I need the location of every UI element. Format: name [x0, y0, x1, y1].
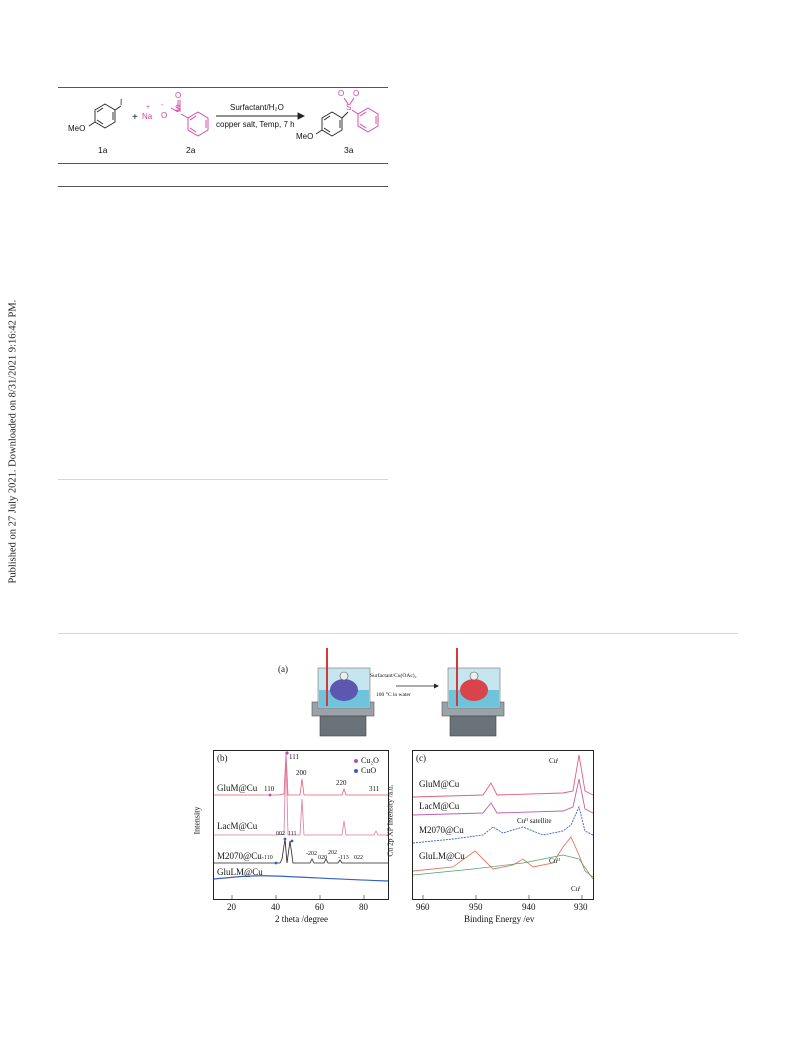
peak-label-cuo-minus-202: -202: [306, 851, 317, 857]
panel-a-drawing: [272, 646, 572, 746]
panel-c-xtick-930: 930: [574, 902, 588, 912]
peak-label-220: 220: [336, 779, 347, 787]
table-rule-bottom: [58, 186, 388, 187]
reactant-1a-label: 1a: [98, 145, 108, 155]
panel-b-xtick-80: 80: [359, 902, 368, 912]
panel-c-xtick-940: 940: [522, 902, 536, 912]
reactant-1a-structure: [89, 104, 121, 128]
panel-a-arrow-bottom: 100 °C in water: [376, 692, 411, 698]
peak-label-311: 311: [369, 785, 380, 793]
panel-c-series-lacm: LacM@Cu: [419, 801, 460, 811]
annotation-cu-ii: Cuᴵᴵ: [549, 857, 560, 865]
annotation-cu-ii-satellite: Cuᴵᴵ satellite: [517, 817, 552, 825]
peak-label-cuo-020: 020: [318, 855, 327, 861]
peak-label-cuo-minus-110: -110: [262, 855, 273, 861]
peak-label-cuo-111: 111: [288, 831, 297, 837]
product-o1: O: [338, 89, 345, 98]
table-rule-top: [58, 87, 388, 88]
plus-sign: +: [132, 112, 138, 123]
panel-b-xtick-40: 40: [271, 902, 280, 912]
product-3a-label: 3a: [344, 145, 354, 155]
legend-marker-cu2o: [354, 759, 358, 763]
panel-a-arrow-top: Surfactant/Cu(OAc)₂: [370, 673, 417, 679]
legend-marker-cuo: [354, 769, 358, 773]
table-rule-mid: [58, 163, 388, 164]
figure-panel-a: [272, 646, 572, 746]
panel-c-frame: [412, 750, 594, 900]
reactant-2a-oxygen: O: [175, 91, 182, 100]
panel-b-series-glulm: GluLM@Cu: [217, 867, 263, 877]
panel-a-label: (a): [278, 664, 288, 674]
section-rule-1: [58, 479, 388, 480]
peak-label-cuo-202: 202: [328, 850, 337, 856]
annotation-cu-i-top: Cuᴵ: [549, 757, 559, 765]
arrow-top-conditions: Surfactant/H₂O: [230, 103, 284, 112]
panel-c-xtick-960: 960: [416, 902, 430, 912]
reaction-scheme: [58, 90, 388, 162]
panel-c-label: (c): [416, 753, 426, 763]
reactant-1a-methoxy: MeO: [68, 124, 86, 133]
download-notice: Published on 27 July 2021. Downloaded on 8/31/2021 9:16:42 PM.: [7, 299, 19, 584]
peak-marker-110: [269, 794, 272, 797]
product-methoxy: MeO: [296, 132, 314, 141]
panel-b-xtick-60: 60: [315, 902, 324, 912]
panel-c-xlabel: Binding Energy /ev: [464, 914, 535, 924]
panel-c-series-glulm: GluLM@Cu: [419, 851, 465, 861]
peak-label-cuo-minus-113: -113: [338, 855, 349, 861]
glum-xps-trace: [413, 755, 593, 797]
panel-b-label: (b): [217, 753, 228, 763]
peak-label-cuo-022: 022: [354, 855, 363, 861]
panel-b-legend-cuo: CuO: [361, 766, 377, 775]
peak-label-110: 110: [264, 785, 275, 793]
panel-b-frame: [213, 750, 389, 900]
reactant-2a-o: O: [161, 111, 168, 120]
arrow-bottom-conditions: copper salt, Temp, 7 h: [216, 120, 295, 129]
panel-c-series-m2070: M2070@Cu: [419, 825, 464, 835]
panel-b-ylabel: Intensity: [192, 806, 202, 835]
panel-b-xtick-20: 20: [227, 902, 236, 912]
reactant-2a-minus: -: [161, 102, 164, 109]
panel-b-series-lacm: LacM@Cu: [217, 821, 258, 831]
product-o2: O: [353, 89, 360, 98]
panel-c-xtick-950: 950: [469, 902, 483, 912]
figure-panel-c: [385, 750, 603, 925]
reactant-2a-s: S: [175, 104, 181, 113]
panel-b-legend-cu2o: Cu₂O: [361, 756, 379, 765]
panel-c-series-glum: GluM@Cu: [419, 779, 460, 789]
peak-marker-cuo-minus-110: [275, 862, 278, 865]
section-rule-2: [58, 633, 738, 634]
panel-b-series-glum: GluM@Cu: [217, 783, 258, 793]
peak-label-111: 111: [289, 753, 299, 761]
reactant-2a-label: 2a: [186, 145, 196, 155]
panel-b-xlabel: 2 theta /degree: [275, 914, 328, 924]
annotation-cu-i-bottom: Cuᴵ: [571, 885, 581, 893]
peak-label-cuo-002: 002: [276, 831, 285, 837]
peak-label-200: 200: [296, 769, 307, 777]
reactant-2a-plus: +: [146, 104, 151, 111]
reactant-1a-iodo: I: [120, 98, 123, 107]
product-s: S: [346, 103, 352, 112]
reactant-2a-na: Na: [142, 112, 153, 121]
peak-marker-cuo-111: [291, 840, 294, 843]
figure-panel-b: [192, 750, 400, 925]
peak-marker-cuo-002: [284, 838, 287, 841]
panel-c-ylabel: Cu 2p XP Intensity /a.u.: [385, 784, 395, 857]
panel-b-series-m2070: M2070@Cu: [217, 851, 262, 861]
reaction-arrow: [216, 113, 304, 119]
